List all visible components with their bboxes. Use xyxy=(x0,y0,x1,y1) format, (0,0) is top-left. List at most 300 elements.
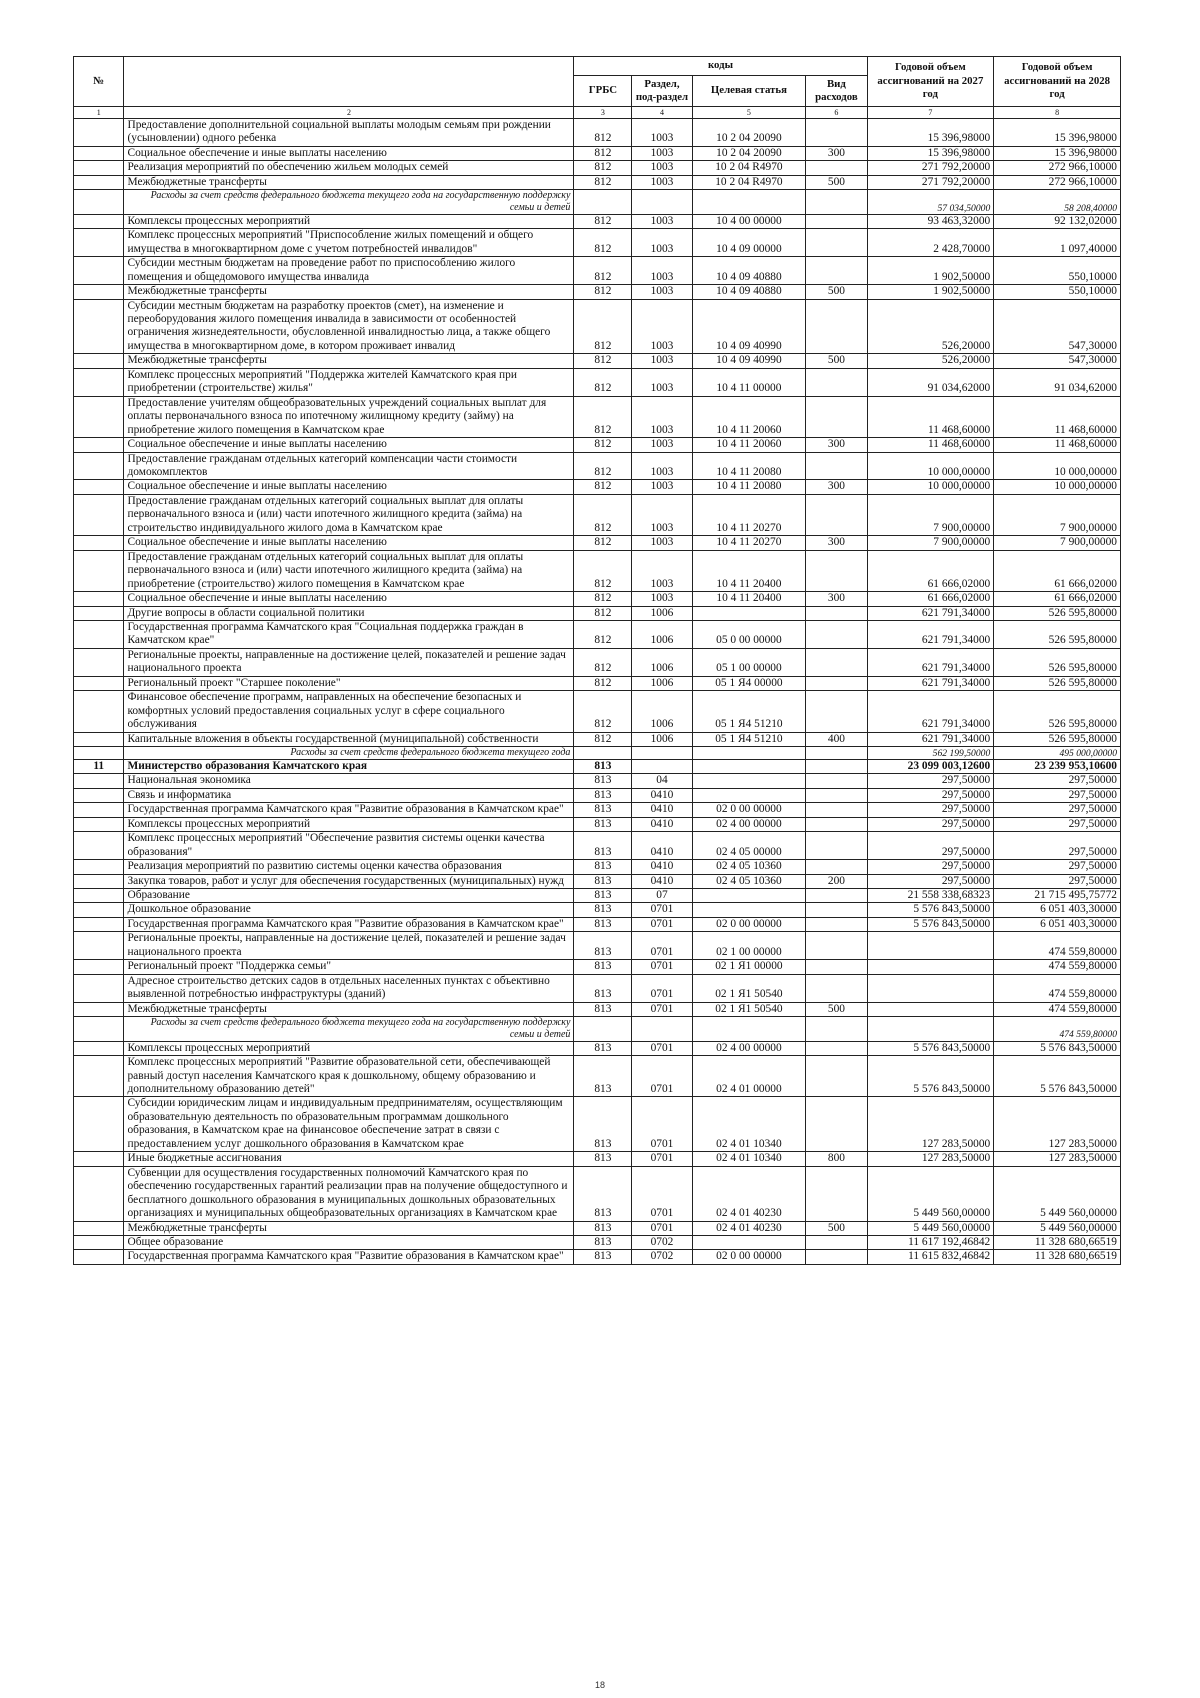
row-expense-type xyxy=(806,452,867,480)
table-row xyxy=(74,1056,1121,1097)
row-grbs: 812 xyxy=(574,214,632,228)
table-row xyxy=(74,214,1121,228)
row-amount-2028: 272 966,10000 xyxy=(994,161,1121,175)
row-amount-2028: 11 468,60000 xyxy=(994,438,1121,452)
row-amount-2028: 297,50000 xyxy=(994,803,1121,817)
row-amount-2027: 297,50000 xyxy=(867,774,994,788)
row-amount-2027 xyxy=(867,932,994,960)
row-amount-2027: 5 576 843,50000 xyxy=(867,1056,994,1097)
row-number xyxy=(74,1250,124,1264)
row-amount-2027: 127 283,50000 xyxy=(867,1097,994,1152)
budget-table xyxy=(73,56,1121,1265)
table-row xyxy=(74,932,1121,960)
row-name: Социальное обеспечение и иные выплаты населению xyxy=(124,480,574,494)
row-section xyxy=(632,190,692,215)
row-amount-2027: 297,50000 xyxy=(867,874,994,888)
table-row xyxy=(74,438,1121,452)
row-amount-2028: 297,50000 xyxy=(994,874,1121,888)
row-grbs: 813 xyxy=(574,860,632,874)
row-amount-2027: 5 449 560,00000 xyxy=(867,1221,994,1235)
row-amount-2027: 5 576 843,50000 xyxy=(867,917,994,931)
row-amount-2027: 5 576 843,50000 xyxy=(867,903,994,917)
row-section: 1006 xyxy=(632,676,692,690)
table-row xyxy=(74,146,1121,160)
row-section: 0701 xyxy=(632,917,692,931)
row-amount-2028: 6 051 403,30000 xyxy=(994,917,1121,931)
row-grbs: 813 xyxy=(574,759,632,773)
row-target-article xyxy=(692,903,806,917)
row-grbs: 813 xyxy=(574,1166,632,1221)
table-row xyxy=(74,1017,1121,1042)
table-row xyxy=(74,676,1121,690)
row-target-article: 10 4 11 20400 xyxy=(692,550,806,591)
row-number xyxy=(74,494,124,535)
table-row xyxy=(74,285,1121,299)
row-section: 1003 xyxy=(632,214,692,228)
table-row xyxy=(74,396,1121,437)
row-number xyxy=(74,774,124,788)
row-name: Финансовое обеспечение программ, направленных на обеспечение безопасных и комфортных условий предоставления социальных услуг в сфере социального обслуживания xyxy=(124,691,574,732)
row-section: 1003 xyxy=(632,161,692,175)
row-section: 1003 xyxy=(632,229,692,257)
row-number xyxy=(74,932,124,960)
row-amount-2027: 10 000,00000 xyxy=(867,452,994,480)
table-row xyxy=(74,190,1121,215)
row-amount-2028: 526 595,80000 xyxy=(994,732,1121,746)
row-section: 1003 xyxy=(632,299,692,354)
table-row xyxy=(74,299,1121,354)
row-number xyxy=(74,536,124,550)
row-target-article: 10 2 04 20090 xyxy=(692,146,806,160)
row-amount-2027: 91 034,62000 xyxy=(867,368,994,396)
row-amount-2027 xyxy=(867,960,994,974)
row-target-article: 10 4 11 20400 xyxy=(692,592,806,606)
row-amount-2027: 61 666,02000 xyxy=(867,592,994,606)
row-expense-type: 800 xyxy=(806,1152,867,1166)
row-expense-type: 500 xyxy=(806,175,867,189)
row-grbs xyxy=(574,190,632,215)
row-amount-2028: 11 328 680,66519 xyxy=(994,1250,1121,1264)
row-grbs: 812 xyxy=(574,438,632,452)
row-grbs: 812 xyxy=(574,648,632,676)
row-number xyxy=(74,648,124,676)
row-amount-2028: 474 559,80000 xyxy=(994,974,1121,1002)
row-grbs: 812 xyxy=(574,354,632,368)
row-amount-2027: 621 791,34000 xyxy=(867,732,994,746)
row-expense-type xyxy=(806,299,867,354)
row-expense-type xyxy=(806,1041,867,1055)
table-row xyxy=(74,903,1121,917)
row-grbs: 813 xyxy=(574,932,632,960)
row-number xyxy=(74,606,124,620)
table-row xyxy=(74,1041,1121,1055)
row-section: 0701 xyxy=(632,1152,692,1166)
row-number xyxy=(74,817,124,831)
row-amount-2027: 297,50000 xyxy=(867,832,994,860)
row-name: Межбюджетные трансферты xyxy=(124,1002,574,1016)
row-number xyxy=(74,550,124,591)
row-target-article: 02 4 01 40230 xyxy=(692,1221,806,1235)
row-expense-type xyxy=(806,788,867,802)
row-expense-type xyxy=(806,229,867,257)
row-grbs: 813 xyxy=(574,960,632,974)
table-row xyxy=(74,747,1121,760)
row-amount-2028: 6 051 403,30000 xyxy=(994,903,1121,917)
row-number xyxy=(74,1002,124,1016)
row-name: Реализация мероприятий по развитию системы оценки качества образования xyxy=(124,860,574,874)
row-expense-type xyxy=(806,759,867,773)
row-target-article: 10 2 04 20090 xyxy=(692,119,806,147)
row-target-article: 02 1 00 00000 xyxy=(692,932,806,960)
row-section: 1003 xyxy=(632,396,692,437)
row-amount-2027: 562 199,50000 xyxy=(867,747,994,760)
table-row xyxy=(74,874,1121,888)
row-expense-type: 500 xyxy=(806,1221,867,1235)
row-expense-type xyxy=(806,960,867,974)
row-expense-type: 300 xyxy=(806,480,867,494)
row-grbs: 813 xyxy=(574,874,632,888)
row-amount-2027 xyxy=(867,974,994,1002)
row-number xyxy=(74,119,124,147)
table-row xyxy=(74,229,1121,257)
row-grbs: 813 xyxy=(574,888,632,902)
row-amount-2028: 550,10000 xyxy=(994,285,1121,299)
row-amount-2028: 272 966,10000 xyxy=(994,175,1121,189)
column-index: 1 xyxy=(74,107,124,119)
row-section: 1003 xyxy=(632,257,692,285)
row-grbs: 812 xyxy=(574,691,632,732)
row-number xyxy=(74,1041,124,1055)
row-expense-type xyxy=(806,1250,867,1264)
row-section: 0410 xyxy=(632,874,692,888)
row-amount-2027: 5 576 843,50000 xyxy=(867,1041,994,1055)
row-expense-type: 500 xyxy=(806,1002,867,1016)
row-target-article: 02 0 00 00000 xyxy=(692,1250,806,1264)
row-target-article: 10 4 09 40880 xyxy=(692,257,806,285)
row-section: 0410 xyxy=(632,860,692,874)
row-name: Предоставление учителям общеобразовательных учреждений социальных выплат для оплаты первоначального взноса по ипотечному жилищному кредиту (займу) на приобретение жилого помещения в Камчатском крае xyxy=(124,396,574,437)
row-expense-type xyxy=(806,691,867,732)
row-section: 1003 xyxy=(632,494,692,535)
row-name: Другие вопросы в области социальной политики xyxy=(124,606,574,620)
row-number xyxy=(74,396,124,437)
row-amount-2028: 5 576 843,50000 xyxy=(994,1041,1121,1055)
row-expense-type xyxy=(806,917,867,931)
row-amount-2027: 2 428,70000 xyxy=(867,229,994,257)
table-row xyxy=(74,803,1121,817)
row-target-article: 10 4 09 40990 xyxy=(692,299,806,354)
row-section: 0701 xyxy=(632,1041,692,1055)
table-row xyxy=(74,691,1121,732)
row-grbs: 812 xyxy=(574,606,632,620)
table-row xyxy=(74,119,1121,147)
row-target-article: 02 4 05 10360 xyxy=(692,860,806,874)
row-expense-type xyxy=(806,396,867,437)
row-section: 0410 xyxy=(632,817,692,831)
row-grbs: 813 xyxy=(574,1152,632,1166)
table-row xyxy=(74,960,1121,974)
row-target-article xyxy=(692,747,806,760)
row-amount-2027: 15 396,98000 xyxy=(867,146,994,160)
table-row xyxy=(74,888,1121,902)
row-section: 1003 xyxy=(632,592,692,606)
row-number xyxy=(74,1056,124,1097)
row-amount-2028: 547,30000 xyxy=(994,354,1121,368)
row-amount-2028: 5 449 560,00000 xyxy=(994,1166,1121,1221)
table-row xyxy=(74,494,1121,535)
row-name: Иные бюджетные ассигнования xyxy=(124,1152,574,1166)
table-row xyxy=(74,161,1121,175)
row-name: Государственная программа Камчатского края "Развитие образования в Камчатском крае" xyxy=(124,1250,574,1264)
row-amount-2027: 57 034,50000 xyxy=(867,190,994,215)
row-amount-2027: 297,50000 xyxy=(867,860,994,874)
row-expense-type xyxy=(806,550,867,591)
row-amount-2028: 58 208,40000 xyxy=(994,190,1121,215)
row-grbs: 812 xyxy=(574,676,632,690)
table-row xyxy=(74,817,1121,831)
table-row xyxy=(74,1166,1121,1221)
row-name: Предоставление гражданам отдельных категорий компенсации части стоимости домокомплектов xyxy=(124,452,574,480)
row-name: Комплексы процессных мероприятий xyxy=(124,214,574,228)
row-name: Комплексы процессных мероприятий xyxy=(124,817,574,831)
row-target-article: 02 4 01 00000 xyxy=(692,1056,806,1097)
row-number xyxy=(74,676,124,690)
table-row xyxy=(74,550,1121,591)
table-row xyxy=(74,759,1121,773)
table-row xyxy=(74,832,1121,860)
row-number xyxy=(74,1152,124,1166)
row-expense-type xyxy=(806,214,867,228)
row-grbs: 813 xyxy=(574,1056,632,1097)
table-row xyxy=(74,1002,1121,1016)
table-row xyxy=(74,732,1121,746)
row-section: 1006 xyxy=(632,606,692,620)
row-amount-2028: 297,50000 xyxy=(994,860,1121,874)
table-row xyxy=(74,648,1121,676)
row-expense-type xyxy=(806,832,867,860)
header-vol-2028: Годовой объем ассигнований на 2028 год xyxy=(994,57,1121,107)
header-num: № xyxy=(74,57,124,107)
row-number xyxy=(74,229,124,257)
row-grbs: 813 xyxy=(574,817,632,831)
header-section: Раздел, под-раздел xyxy=(632,76,692,107)
row-grbs: 812 xyxy=(574,621,632,649)
table-body xyxy=(74,119,1121,1265)
row-section xyxy=(632,759,692,773)
row-number xyxy=(74,1221,124,1235)
row-section: 0701 xyxy=(632,974,692,1002)
row-grbs: 812 xyxy=(574,592,632,606)
row-amount-2028: 547,30000 xyxy=(994,299,1121,354)
row-name: Региональный проект "Старшее поколение" xyxy=(124,676,574,690)
row-amount-2027 xyxy=(867,1002,994,1016)
table-row xyxy=(74,1250,1121,1264)
row-target-article: 02 0 00 00000 xyxy=(692,917,806,931)
row-grbs: 813 xyxy=(574,903,632,917)
row-grbs: 812 xyxy=(574,368,632,396)
column-index: 2 xyxy=(124,107,574,119)
row-target-article: 10 4 00 00000 xyxy=(692,214,806,228)
row-number xyxy=(74,974,124,1002)
row-target-article: 02 0 00 00000 xyxy=(692,803,806,817)
row-amount-2028: 474 559,80000 xyxy=(994,1002,1121,1016)
row-grbs: 813 xyxy=(574,832,632,860)
row-section: 1003 xyxy=(632,438,692,452)
row-target-article xyxy=(692,1017,806,1042)
header-target: Целевая статья xyxy=(692,76,806,107)
table-row xyxy=(74,606,1121,620)
row-amount-2027: 621 791,34000 xyxy=(867,676,994,690)
row-amount-2027: 271 792,20000 xyxy=(867,161,994,175)
row-section: 0701 xyxy=(632,903,692,917)
row-target-article xyxy=(692,190,806,215)
row-name: Субсидии местным бюджетам на проведение работ по приспособлению жилого помещения и общедомового имущества инвалида xyxy=(124,257,574,285)
row-grbs: 812 xyxy=(574,175,632,189)
row-target-article: 05 1 00 00000 xyxy=(692,648,806,676)
row-grbs: 813 xyxy=(574,1235,632,1249)
row-amount-2028: 474 559,80000 xyxy=(994,960,1121,974)
row-amount-2027: 297,50000 xyxy=(867,817,994,831)
row-name: Субсидии юридическим лицам и индивидуальным предпринимателям, осуществляющим образовательную деятельность по образовательным программам дошкольного образования, в Камчатском крае на финансовое обеспечение затрат в связи с предоставлением услуг дошкольного образования в Камчатском крае xyxy=(124,1097,574,1152)
row-grbs xyxy=(574,1017,632,1042)
row-amount-2027: 526,20000 xyxy=(867,299,994,354)
row-number xyxy=(74,1017,124,1042)
column-index: 6 xyxy=(806,107,867,119)
row-name: Межбюджетные трансферты xyxy=(124,1221,574,1235)
row-amount-2028: 297,50000 xyxy=(994,817,1121,831)
row-expense-type xyxy=(806,774,867,788)
row-amount-2027: 297,50000 xyxy=(867,788,994,802)
row-name: Капитальные вложения в объекты государственной (муниципальной) собственности xyxy=(124,732,574,746)
row-number xyxy=(74,788,124,802)
row-amount-2028: 474 559,80000 xyxy=(994,1017,1121,1042)
row-section: 1003 xyxy=(632,354,692,368)
row-amount-2027: 7 900,00000 xyxy=(867,536,994,550)
row-number xyxy=(74,860,124,874)
row-section xyxy=(632,1017,692,1042)
row-amount-2027 xyxy=(867,1017,994,1042)
row-expense-type xyxy=(806,676,867,690)
row-section: 0701 xyxy=(632,1002,692,1016)
row-target-article: 10 4 11 20270 xyxy=(692,536,806,550)
row-number: 11 xyxy=(74,759,124,773)
row-target-article xyxy=(692,606,806,620)
column-index: 7 xyxy=(867,107,994,119)
row-grbs: 812 xyxy=(574,396,632,437)
row-amount-2028: 21 715 495,75772 xyxy=(994,888,1121,902)
row-name: Предоставление дополнительной социальной выплаты молодым семьям при рождении (усыновлении) одного ребенка xyxy=(124,119,574,147)
row-expense-type xyxy=(806,888,867,902)
row-name: Дошкольное образование xyxy=(124,903,574,917)
table-row xyxy=(74,175,1121,189)
row-grbs: 812 xyxy=(574,257,632,285)
row-grbs: 813 xyxy=(574,1097,632,1152)
row-grbs: 812 xyxy=(574,299,632,354)
row-section: 1003 xyxy=(632,480,692,494)
row-expense-type xyxy=(806,817,867,831)
row-name: Реализация мероприятий по обеспечению жильем молодых семей xyxy=(124,161,574,175)
row-amount-2028: 91 034,62000 xyxy=(994,368,1121,396)
table-row xyxy=(74,592,1121,606)
row-number xyxy=(74,592,124,606)
row-name: Субсидии местным бюджетам на разработку проектов (смет), на изменение и переоборудования жилого помещения инвалида в зависимости от особенностей ограничения жизнедеятельности, обусловленной инвалидностью лица, а также общего имущества в многоквартирном доме, в котором проживает инвалид xyxy=(124,299,574,354)
row-grbs xyxy=(574,747,632,760)
row-name: Национальная экономика xyxy=(124,774,574,788)
row-number xyxy=(74,621,124,649)
row-number xyxy=(74,190,124,215)
row-expense-type xyxy=(806,494,867,535)
row-target-article xyxy=(692,888,806,902)
row-number xyxy=(74,354,124,368)
row-expense-type xyxy=(806,119,867,147)
row-name: Межбюджетные трансферты xyxy=(124,175,574,189)
row-number xyxy=(74,175,124,189)
table-row xyxy=(74,788,1121,802)
row-number xyxy=(74,747,124,760)
row-amount-2028: 61 666,02000 xyxy=(994,592,1121,606)
row-name: Региональный проект "Поддержка семьи" xyxy=(124,960,574,974)
row-amount-2027: 10 000,00000 xyxy=(867,480,994,494)
row-expense-type: 300 xyxy=(806,592,867,606)
row-expense-type xyxy=(806,1056,867,1097)
row-target-article: 10 4 11 20060 xyxy=(692,396,806,437)
row-amount-2027: 5 449 560,00000 xyxy=(867,1166,994,1221)
row-name: Государственная программа Камчатского края "Развитие образования в Камчатском крае" xyxy=(124,917,574,931)
row-amount-2027: 271 792,20000 xyxy=(867,175,994,189)
row-section: 0702 xyxy=(632,1250,692,1264)
row-grbs: 813 xyxy=(574,974,632,1002)
row-amount-2027: 621 791,34000 xyxy=(867,621,994,649)
table-row xyxy=(74,368,1121,396)
row-target-article: 10 4 11 20080 xyxy=(692,452,806,480)
row-amount-2028: 127 283,50000 xyxy=(994,1152,1121,1166)
row-section: 0701 xyxy=(632,1221,692,1235)
row-expense-type: 200 xyxy=(806,874,867,888)
row-amount-2028: 92 132,02000 xyxy=(994,214,1121,228)
row-grbs: 813 xyxy=(574,788,632,802)
row-amount-2027: 621 791,34000 xyxy=(867,691,994,732)
header-codes: коды xyxy=(574,57,867,76)
row-amount-2028: 11 468,60000 xyxy=(994,396,1121,437)
row-grbs: 812 xyxy=(574,550,632,591)
row-target-article: 10 4 11 20080 xyxy=(692,480,806,494)
row-grbs: 813 xyxy=(574,1250,632,1264)
row-amount-2028: 297,50000 xyxy=(994,774,1121,788)
row-amount-2028: 15 396,98000 xyxy=(994,146,1121,160)
row-name: Государственная программа Камчатского края "Социальная поддержка граждан в Камчатском крае" xyxy=(124,621,574,649)
row-number xyxy=(74,438,124,452)
row-target-article: 10 2 04 R4970 xyxy=(692,175,806,189)
row-grbs: 813 xyxy=(574,1221,632,1235)
row-section: 1006 xyxy=(632,648,692,676)
row-name: Комплекс процессных мероприятий "Обеспечение развития системы оценки качества образования" xyxy=(124,832,574,860)
table-row xyxy=(74,1221,1121,1235)
column-index: 5 xyxy=(692,107,806,119)
row-name: Субвенции для осуществления государственных полномочий Камчатского края по обеспечению государственных гарантий реализации прав на получение общедоступного и бесплатного дошкольного образования в муниципальных дошкольных образовательных организациях и муниципальных общеобразовательных организациях в Камчатском крае xyxy=(124,1166,574,1221)
row-expense-type xyxy=(806,257,867,285)
row-expense-type xyxy=(806,803,867,817)
table-row xyxy=(74,621,1121,649)
row-amount-2028: 526 595,80000 xyxy=(994,606,1121,620)
row-amount-2027: 1 902,50000 xyxy=(867,285,994,299)
row-target-article: 02 4 01 10340 xyxy=(692,1097,806,1152)
row-amount-2027: 61 666,02000 xyxy=(867,550,994,591)
row-name: Региональные проекты, направленные на достижение целей, показателей и решение задач национального проекта xyxy=(124,648,574,676)
row-amount-2028: 10 000,00000 xyxy=(994,452,1121,480)
row-expense-type xyxy=(806,974,867,1002)
row-amount-2028: 127 283,50000 xyxy=(994,1097,1121,1152)
table-row xyxy=(74,354,1121,368)
